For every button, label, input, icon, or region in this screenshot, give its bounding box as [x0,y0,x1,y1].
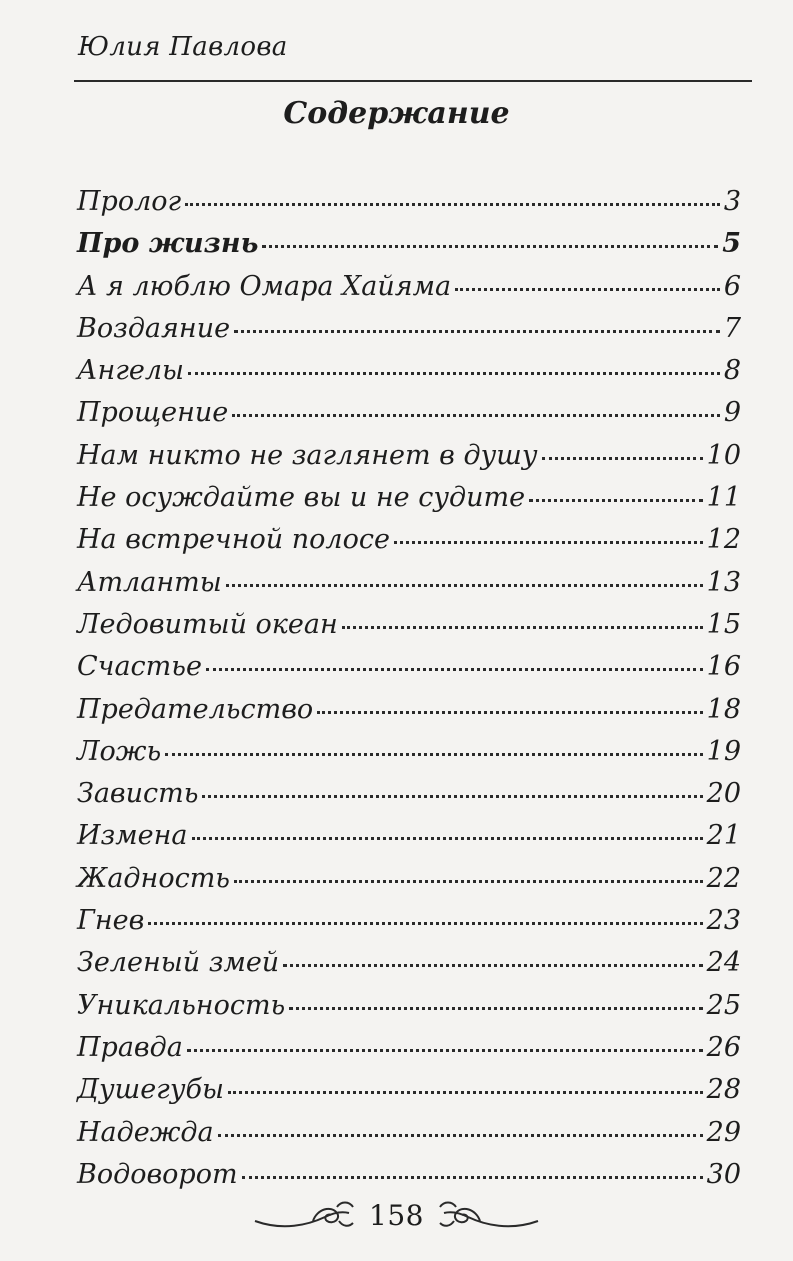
toc-entry [77,1074,741,1116]
toc-entry [77,355,741,397]
toc-entry-page: 6 [723,270,741,302]
dot-leader [148,922,702,925]
toc-entry-title: Предательство [77,693,314,725]
toc-entry [77,820,741,862]
dot-leader [529,499,703,502]
toc-entry [77,905,741,947]
dot-leader [218,1134,703,1137]
table-of-contents [77,186,741,1201]
toc-entry-page: 13 [706,566,741,598]
toc-entry [77,863,741,905]
dot-leader [226,584,703,587]
toc-entry-page: 23 [706,905,741,937]
dot-leader [234,330,720,333]
toc-entry [77,651,741,693]
dot-leader [192,837,703,840]
toc-entry-page: 21 [706,820,741,852]
right-flourish-icon [436,1195,540,1235]
dot-leader [283,964,702,967]
toc-entry [77,228,741,270]
toc-entry-page: 8 [723,355,741,387]
toc-entry-title: Уникальность [77,989,286,1021]
toc-entry-title: Прощение [77,397,229,429]
toc-entry [77,1032,741,1074]
toc-entry [77,186,741,228]
running-header [74,28,752,82]
toc-entry-page: 11 [706,482,741,514]
toc-entry [77,1117,741,1159]
toc-entry [77,271,741,313]
toc-entry [77,440,741,482]
dot-leader [165,753,702,756]
dot-leader [542,457,703,460]
author-name: Юлия Павлова [78,32,288,62]
toc-entry-page: 22 [706,862,741,894]
dot-leader [202,795,702,798]
dot-leader [232,414,720,417]
dot-leader [242,1176,703,1179]
toc-entry [77,736,741,778]
toc-entry-page: 29 [706,1116,741,1148]
toc-entry [77,778,741,820]
toc-entry-page: 5 [722,228,741,260]
dot-leader [317,711,702,714]
toc-entry-title: Атланты [77,566,222,598]
dot-leader [185,203,720,206]
toc-entry [77,567,741,609]
toc-entry [77,609,741,651]
toc-entry-page: 26 [706,1031,741,1063]
toc-entry-title: Водоворот [77,1158,238,1190]
toc-entry-title: Про жизнь [77,228,259,260]
toc-entry-page: 18 [706,693,741,725]
toc-entry-page: 12 [706,524,741,556]
toc-entry-title: Ложь [77,735,162,767]
dot-leader [394,541,703,544]
toc-entry-page: 3 [723,186,741,217]
toc-entry [77,947,741,989]
dot-leader [228,1091,703,1094]
toc-entry-page: 15 [706,608,741,640]
dot-leader [262,245,718,248]
toc-entry-title: Зеленый змей [77,947,280,979]
toc-entry-title: Ангелы [77,355,185,387]
toc-entry-page: 10 [706,439,741,471]
dot-leader [455,288,720,291]
page-title: Содержание [283,96,510,131]
toc-entry-title: Не осуждайте вы и не судите [77,482,526,514]
toc-entry [77,694,741,736]
dot-leader [206,668,703,671]
toc-entry-page: 30 [706,1158,741,1190]
left-flourish-icon [253,1195,357,1235]
toc-entry [77,524,741,566]
toc-entry-title: Надежда [77,1116,214,1148]
toc-entry-page: 19 [706,735,741,767]
dot-leader [234,880,703,883]
toc-entry-title: Пролог [77,186,182,217]
toc-entry [77,482,741,524]
toc-entry-title: Жадность [77,862,231,894]
page-footer [0,1190,793,1240]
toc-entry-title: На встречной полосе [77,524,390,556]
toc-entry-title: Правда [77,1031,183,1063]
toc-entry-title: Душегубы [77,1074,224,1106]
toc-entry-page: 7 [723,312,741,344]
toc-entry-page: 16 [706,651,741,683]
toc-entry [77,990,741,1032]
toc-entry-title: Воздаяние [77,312,231,344]
toc-entry-page: 20 [706,778,741,810]
dot-leader [342,626,703,629]
dot-leader [188,372,720,375]
toc-entry-page: 28 [706,1074,741,1106]
toc-entry-title: Измена [77,820,188,852]
toc-entry-title: Ледовитый океан [77,608,338,640]
toc-entry-title: Гнев [77,905,145,937]
toc-entry-title: Нам никто не заглянет в душу [77,439,538,471]
toc-entry-page: 24 [706,947,741,979]
page-number: 158 [369,1198,424,1232]
dot-leader [289,1007,702,1010]
toc-entry-title: А я люблю Омара Хайяма [77,270,452,302]
toc-entry [77,313,741,355]
dot-leader [187,1049,703,1052]
toc-entry-page: 25 [706,989,741,1021]
toc-entry [77,397,741,439]
toc-entry-page: 9 [723,397,741,429]
toc-entry-title: Зависть [77,778,199,810]
toc-entry-title: Счастье [77,651,202,683]
